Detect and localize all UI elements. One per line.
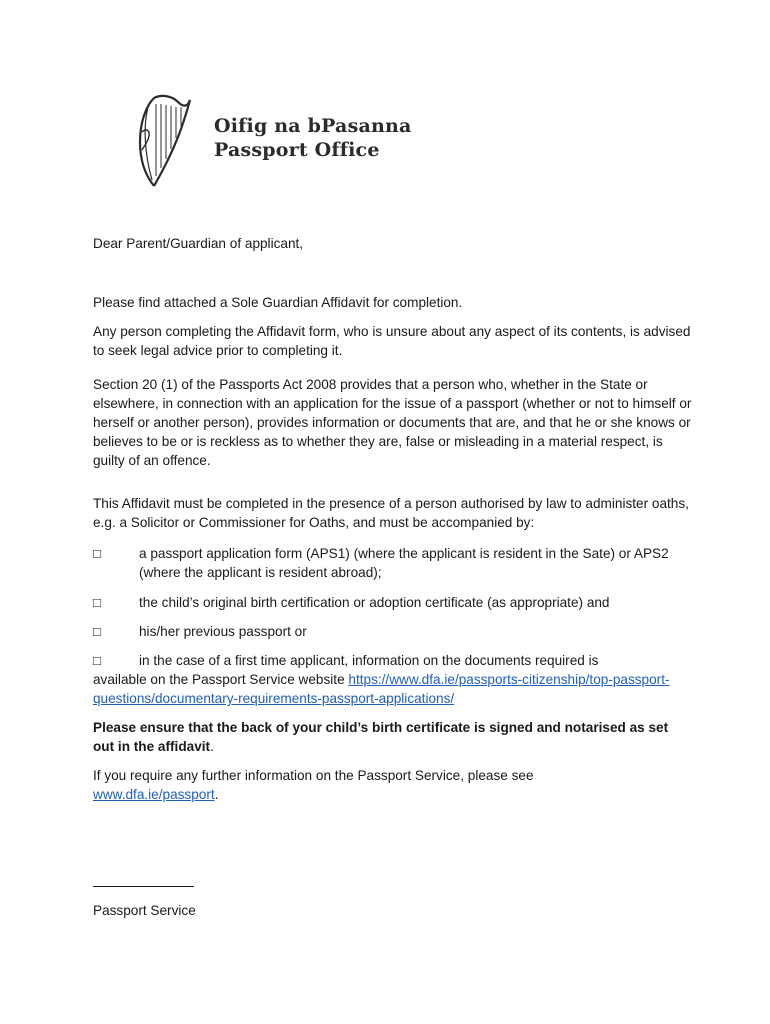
passport-office-logo xyxy=(132,92,412,192)
further-info-end: . xyxy=(214,787,219,802)
bullet-continuation xyxy=(93,670,673,708)
para-section-20: Section 20 (1) of the Passports Act 2008 provides that a person who, whether in the State or elsewhere, in connection with an application for the issue of a passport (whether or not to himself or herself or another person), provides information or documents that are, and that he or she knows or believes to be or is reckless as to whether they are, false or misleading in a material respect, is guilty of an offence. xyxy=(93,377,692,468)
checkbox-bullet: □ xyxy=(93,595,102,610)
bullet-text-continued: available on the Passport Service website xyxy=(93,672,349,687)
notice-end: . xyxy=(210,739,214,754)
logo-text xyxy=(214,114,412,162)
notice-bold-text: Please ensure that the back of your child’s birth certificate is signed and notarised as set out in the affidavit xyxy=(93,720,669,754)
bullet-text: the child’s original birth certification or adoption certificate (as appropriate) and xyxy=(139,595,610,610)
logo-line-english: Passport Office xyxy=(214,139,380,161)
bullet-text: his/her previous passport or xyxy=(139,624,307,639)
checkbox-bullet: □ xyxy=(93,653,102,668)
dfa-passport-link[interactable]: www.dfa.ie/passport xyxy=(93,787,215,802)
signature: Passport Service xyxy=(93,903,196,918)
salutation: Dear Parent/Guardian of applicant, xyxy=(93,236,304,251)
dfa-requirements-link[interactable]: https://www.dfa.ie/passports-citizenship/top-passport-questions/documentary-requirements-passport-applications/ xyxy=(93,672,670,706)
further-info xyxy=(93,766,693,804)
logo-line-irish: Oifig na bPasanna xyxy=(214,115,412,137)
further-info-text: If you require any further information on the Passport Service, please see xyxy=(93,768,534,783)
signature-line xyxy=(93,886,194,887)
bullet-text: a passport application form (APS1) (where the applicant is resident in the Sate) or APS2 (where the applicant is resident abroad); xyxy=(139,546,669,580)
checkbox-bullet: □ xyxy=(93,546,102,561)
birth-cert-notice xyxy=(93,718,693,756)
para-legal-advice: Any person completing the Affidavit form, who is unsure about any aspect of its contents, is advised to seek legal advice prior to completing it. xyxy=(93,324,691,358)
list-item xyxy=(93,651,693,709)
para-presence: This Affidavit must be completed in the presence of a person authorised by law to administer oaths, e.g. a Solicitor or Commissioner for Oaths, and must be accompanied by: xyxy=(93,496,689,530)
checkbox-bullet: □ xyxy=(93,624,102,639)
harp-icon xyxy=(132,92,196,190)
para-attached: Please find attached a Sole Guardian Affidavit for completion. xyxy=(93,295,463,310)
bullet-text: in the case of a first time applicant, information on the documents required is xyxy=(139,653,599,668)
